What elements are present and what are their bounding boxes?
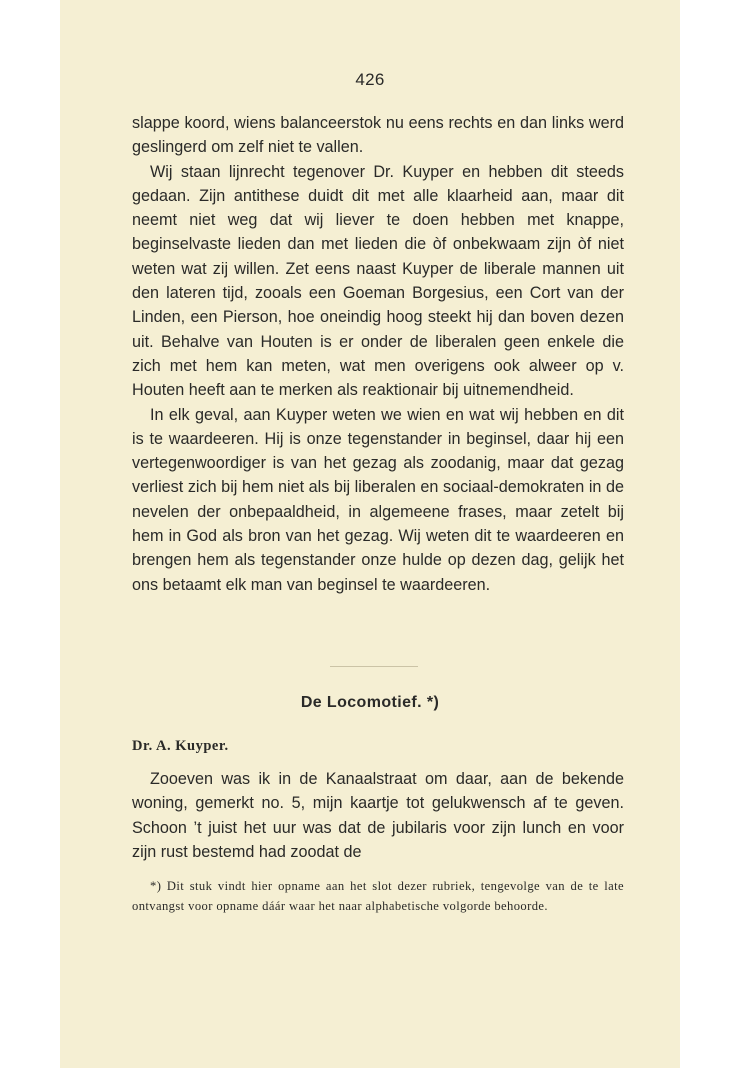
section-heading: De Locomotief. *) <box>300 694 440 711</box>
section-text <box>132 767 624 864</box>
footnote <box>132 877 624 916</box>
paragraph-tegenstander: In elk geval, aan Kuyper weten we wien en wat wij hebben en dit is te waardeeren. Hij is onze tegenstander in beginsel, daar hij een vertegenwoordiger is van het gezag als zoodanig, maar dat gezag verliest zich bij hem niet als bij liberalen en sociaal-demokraten in de nevelen der onbepaaldheid, in algemeene frases, maar zetelt bij hem in God als bron van het gezag. Wij weten dit te waardeeren en brengen hem als tegenstander onze hulde op dezen dag, gelijk het ons betaamt elk man van beginsel te waardeeren. <box>132 405 624 594</box>
section-author: Dr. A. Kuyper. <box>132 738 229 754</box>
page-number: 426 <box>355 70 385 89</box>
body-text <box>132 111 624 597</box>
footnote-text: *) Dit stuk vindt hier opname aan het slot dezer rubriek, tengevolge van de te late ontvangst voor opname dáár waar het naar alphabetische volgorde behoorde. <box>132 879 624 913</box>
paragraph-antithese: Wij staan lijnrecht tegenover Dr. Kuyper en hebben dit steeds gedaan. Zijn antithese duidt dit met alle klaarheid aan, maar dit neemt niet weg dat wij liever te doen hebben met knappe, beginselvaste lieden dan met lieden die òf onbekwaam zijn òf niet weten wat zij willen. Zet eens naast Kuyper de liberale mannen uit den lateren tijd, zooals een Goeman Borgesius, een Cort van der Linden, een Pierson, hoe oneindig hoog steekt hij dan boven dezen uit. Behalve van Houten is er onder de liberalen geen enkele die zich met hem kan meten, wat men overigens ook alweer op v. Houten heeft aan te merken als reaktionair bij uitnemendheid. <box>132 162 624 400</box>
book-page <box>60 0 680 1068</box>
paragraph-kanaalstraat: Zooeven was ik in de Kanaalstraat om daar, aan de bekende woning, gemerkt no. 5, mijn kaartje tot gelukwensch af te geven. Schoon ’t juist het uur was dat de jubilaris voor zijn lunch en voor zijn rust bestemd had zoodat de <box>132 770 624 861</box>
section-divider <box>330 666 418 667</box>
paragraph-continuation: slappe koord, wiens balanceerstok nu eens rechts en dan links werd geslingerd om zelf niet te vallen. <box>132 114 624 157</box>
